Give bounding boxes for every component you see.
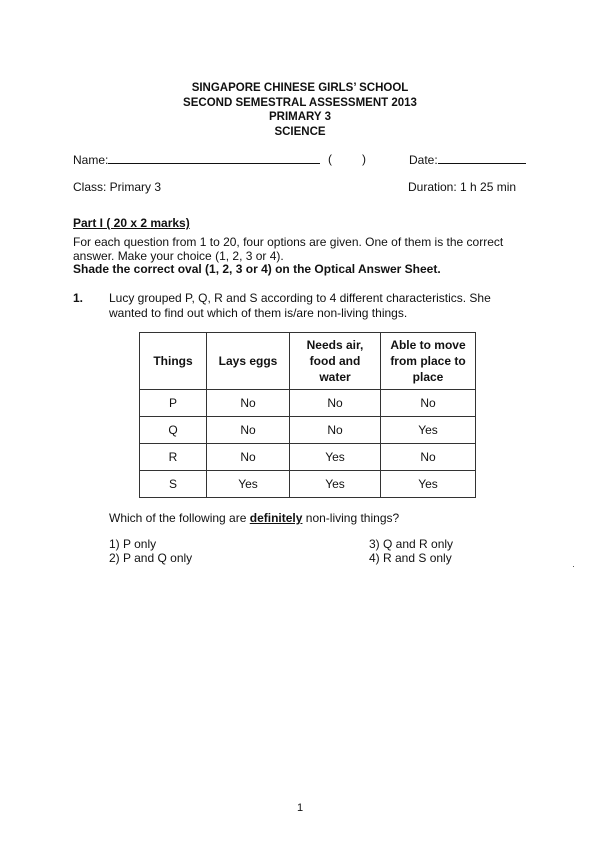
table-cell: No	[207, 444, 290, 471]
assessment-title: SECOND SEMESTRAL ASSESSMENT 2013	[183, 96, 417, 109]
exam-header	[0, 81, 600, 139]
table-cell: No	[207, 390, 290, 417]
prompt-before: Which of the following are	[109, 511, 250, 525]
date-row	[409, 152, 526, 167]
question-line-2: wanted to find out which of them is/are non-living things.	[109, 306, 408, 320]
table-cell: Yes	[381, 417, 476, 444]
option-4[interactable]: 4) R and S only	[369, 551, 452, 565]
subject-title: SCIENCE	[274, 125, 326, 138]
name-field[interactable]	[108, 152, 320, 164]
table-row	[140, 471, 476, 498]
header-things: Things	[140, 333, 207, 390]
question-prompt	[109, 511, 399, 525]
option-1[interactable]: 1) P only	[109, 537, 157, 551]
table-cell: No	[207, 417, 290, 444]
prompt-emphasis: definitely	[249, 511, 303, 525]
header-needs-air-food-water: Needs air, food and water	[290, 333, 381, 390]
characteristics-table	[139, 332, 476, 498]
instruction-line-2: answer. Make your choice (1, 2, 3 or 4).	[73, 248, 284, 263]
register-number-open: (	[328, 152, 332, 166]
question-line-1: Lucy grouped P, Q, R and S according to 4 different characteristics. She	[109, 291, 491, 305]
table-cell: Yes	[207, 471, 290, 498]
date-label: Date:	[409, 153, 438, 167]
part-title: Part I ( 20 x 2 marks)	[73, 216, 190, 230]
table-row	[140, 390, 476, 417]
page-number: 1	[296, 802, 304, 814]
question-text	[109, 291, 529, 321]
prompt-after: non-living things?	[302, 511, 400, 525]
scan-speck	[573, 566, 574, 567]
school-name: SINGAPORE CHINESE GIRLS’ SCHOOL	[191, 82, 409, 94]
table-cell: R	[140, 444, 207, 471]
duration-label: Duration: 1 h 25 min	[408, 180, 517, 194]
table-cell: Q	[140, 417, 207, 444]
level-title: PRIMARY 3	[269, 111, 331, 123]
table-cell: No	[381, 390, 476, 417]
header-lays-eggs: Lays eggs	[207, 333, 290, 390]
table-cell: No	[290, 417, 381, 444]
header-able-to-move: Able to move from place to place	[381, 333, 476, 390]
option-2[interactable]: 2) P and Q only	[109, 551, 193, 565]
table-row	[140, 444, 476, 471]
name-label: Name:	[73, 153, 109, 167]
register-number-close: )	[362, 152, 366, 166]
table-cell: Yes	[381, 471, 476, 498]
table-cell: Yes	[290, 444, 381, 471]
date-field[interactable]	[438, 152, 526, 164]
question-number: 1.	[73, 291, 84, 305]
table-cell: S	[140, 471, 207, 498]
table-cell: No	[381, 444, 476, 471]
instructions	[73, 236, 533, 277]
table-cell: No	[290, 390, 381, 417]
instruction-line-1: For each question from 1 to 20, four options are given. One of them is the correct	[73, 235, 504, 249]
table-header-row	[140, 333, 476, 390]
instruction-bold: Shade the correct oval (1, 2, 3 or 4) on the Optical Answer Sheet.	[73, 262, 441, 276]
table-cell: P	[140, 390, 207, 417]
table-cell: Yes	[290, 471, 381, 498]
table-row	[140, 417, 476, 444]
option-3[interactable]: 3) Q and R only	[369, 537, 454, 551]
class-label: Class: Primary 3	[73, 180, 162, 194]
name-row	[73, 152, 320, 167]
